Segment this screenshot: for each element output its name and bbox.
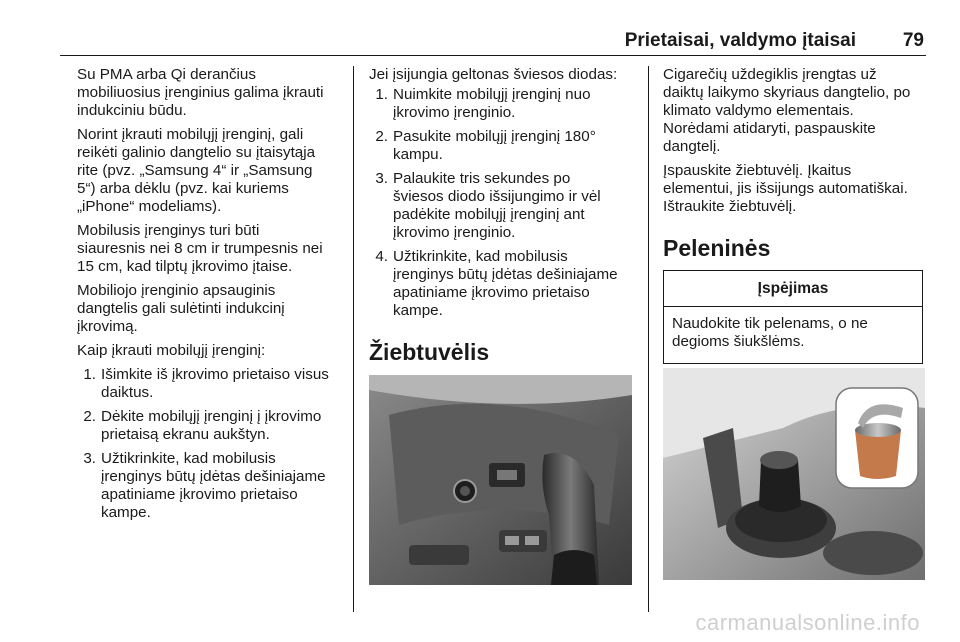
paragraph: Įspauskite žiebtuvėlį. Įkaitus elementui, jis išsijungs automatiškai. Ištraukite žiebtuvėlį. (663, 162, 908, 215)
column-divider (353, 66, 354, 612)
paragraph: Su PMA arba Qi derančius mobiliuosius įrenginius galima įkrauti indukciniu būdu. (77, 66, 324, 119)
column-3 (663, 66, 929, 262)
paragraph: Norint įkrauti mobilųjį įrenginį, gali reikėti galinio dangtelio su įtaisytąja rite (pvz. „Samsung 4“ ir „Samsung 5“) arba dėklu (pvz. kai kuriems „iPhone“ modeliams). (77, 126, 316, 215)
list-number: 3. (375, 170, 388, 187)
list-text: Dėkite mobilųjį įrenginį į įkrovimo prietaisą ekranu aukštyn. (101, 408, 322, 443)
header-title: Prietaisai, valdymo įtaisai (624, 30, 856, 51)
warning-text: Naudokite tik pelenams, o ne degioms šiukšlėms. (672, 315, 868, 350)
charging-steps-list (77, 366, 345, 522)
list-text: Išimkite iš įkrovimo prietaiso visus daiktus. (101, 366, 329, 401)
list-item (79, 366, 345, 402)
page-number: 79 (902, 30, 924, 51)
warning-title: Įspėjimas (664, 271, 922, 307)
list-number: 1. (83, 366, 96, 383)
page-header (60, 30, 926, 56)
warning-box (663, 270, 923, 364)
ashtray-photo (663, 368, 925, 580)
section-heading-ashtrays: Peleninės (663, 235, 771, 261)
lighter-photo (369, 375, 632, 585)
list-text: Užtikrinkite, kad mobilusis įrenginys būtų įdėtas dešiniajame apatiniame įkrovimo prietaiso kampe. (393, 248, 618, 319)
column-2 (369, 66, 637, 366)
list-item (371, 248, 637, 320)
list-text: Palaukite tris sekundes po šviesos diodo išsijungimo ir vėl padėkite mobilųjį įrenginį ant įkrovimo įrenginio. (393, 170, 601, 241)
list-item (79, 450, 345, 522)
list-number: 2. (375, 128, 388, 145)
paragraph: Kaip įkrauti mobilųjį įrenginį: (77, 342, 266, 359)
list-number: 1. (375, 86, 388, 103)
list-item (79, 408, 345, 444)
list-number: 3. (83, 450, 96, 467)
column-divider (648, 66, 649, 612)
list-item (371, 170, 637, 242)
column-1 (77, 66, 345, 528)
paragraph: Jei įsijungia geltonas šviesos diodas: (369, 66, 618, 83)
list-number: 2. (83, 408, 96, 425)
list-item (371, 86, 637, 122)
list-text: Nuimkite mobilųjį įrenginį nuo įkrovimo įrenginio. (393, 86, 591, 121)
section-heading-lighter: Žiebtuvėlis (369, 339, 490, 365)
list-item (371, 128, 637, 164)
paragraph: Mobilusis įrenginys turi būti siauresnis nei 8 cm ir trumpesnis nei 15 cm, kad tilptų įkrovimo įtaise. (77, 222, 323, 275)
ashtray-illustration (663, 368, 925, 580)
led-steps-list (369, 86, 637, 320)
paragraph: Mobiliojo įrenginio apsauginis dangtelis gali sulėtinti indukcinį įkrovimą. (77, 282, 285, 335)
watermark: carmanualsonline.info (695, 610, 920, 635)
list-text: Užtikrinkite, kad mobilusis įrenginys būtų įdėtas dešiniajame apatiniame įkrovimo prietaiso kampe. (101, 450, 326, 521)
lighter-illustration (369, 375, 632, 585)
ashtray-icon (855, 430, 901, 479)
list-text: Pasukite mobilųjį įrenginį 180° kampu. (393, 128, 596, 163)
paragraph: Cigarečių uždegiklis įrengtas už daiktų laikymo skyriaus dangtelio, po klimato valdymo elementais. Norėdami atidaryti, paspauskite dangtelį. (663, 66, 911, 155)
list-number: 4. (375, 248, 388, 265)
